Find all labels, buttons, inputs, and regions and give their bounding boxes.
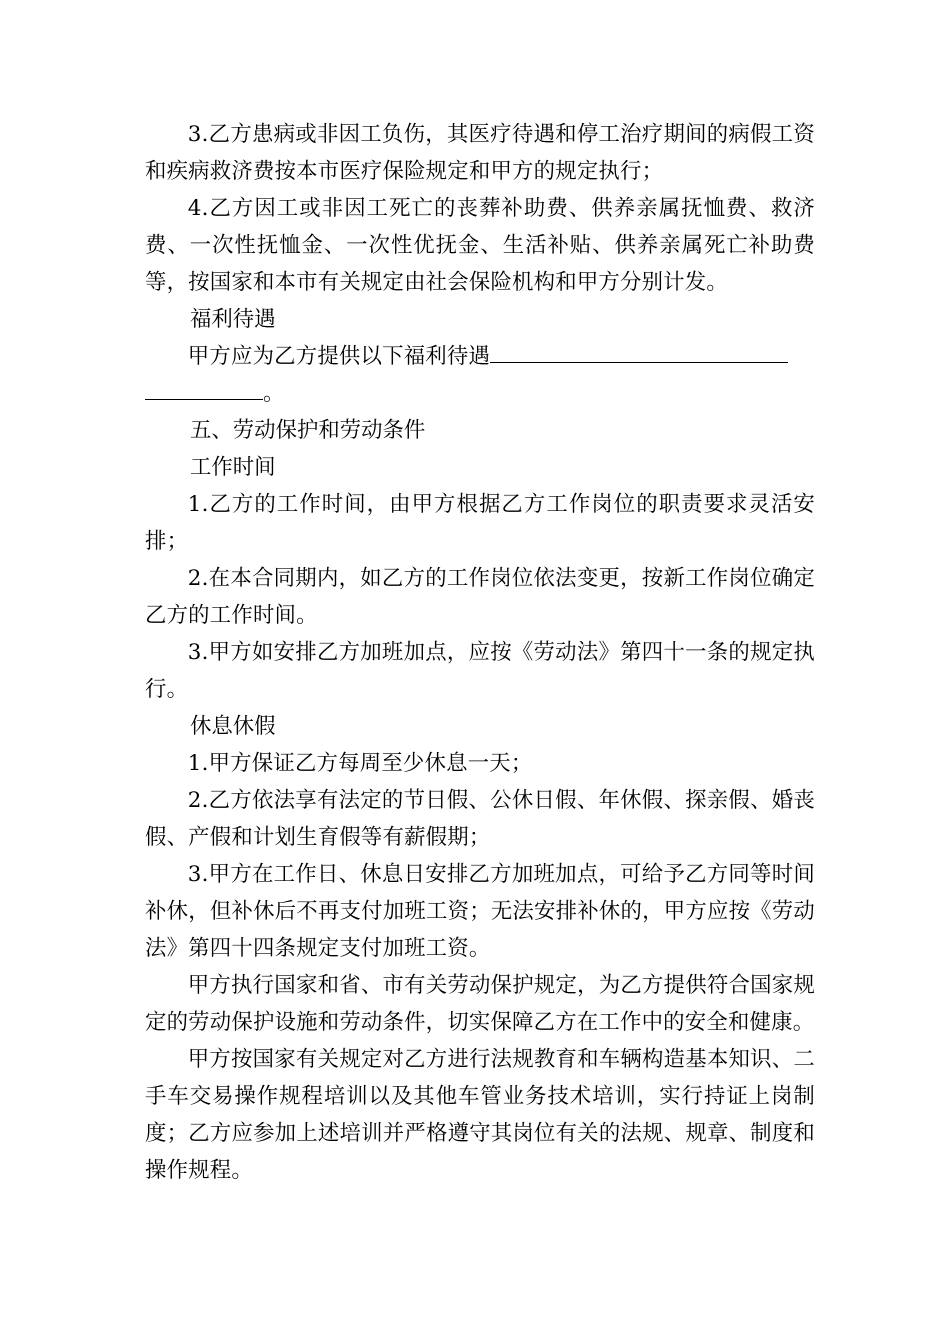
paragraph-rest-1: 1.甲方保证乙方每周至少休息一天； (187, 751, 533, 776)
paragraph-welfare-fill-cont (145, 375, 815, 412)
paragraph-worktime-2: 2.在本合同期内，如乙方的工作岗位依法变更，按新工作岗位确定乙方的工作时间。 (145, 566, 815, 628)
welfare-suffix: 。 (263, 381, 285, 406)
document-page (145, 116, 815, 1189)
heading-welfare: 福利待遇 (190, 307, 276, 332)
welfare-blank-line-2 (145, 377, 263, 400)
paragraph-worktime-3: 3.甲方如安排乙方加班加点，应按《劳动法》第四十一条的规定执行。 (145, 640, 815, 702)
paragraph-welfare-fill (145, 338, 815, 375)
paragraph-labor-protection: 甲方执行国家和省、市有关劳动保护规定，为乙方提供符合国家规定的劳动保护设施和劳动条件，切实保障乙方在工作中的安全和健康。 (145, 973, 815, 1035)
paragraph-rest-2: 2.乙方依法享有法定的节日假、公休日假、年休假、探亲假、婚丧假、产假和计划生育假等有薪假期； (145, 788, 815, 850)
heading-work-time: 工作时间 (190, 455, 276, 480)
paragraph-death-benefits: 4.乙方因工或非因工死亡的丧葬补助费、供养亲属抚恤费、救济费、一次性抚恤金、一次性优抚金、生活补贴、供养亲属死亡补助费等，按国家和本市有关规定由社会保险机构和甲方分别计发。 (145, 196, 815, 295)
paragraph-sick-leave: 3.乙方患病或非因工负伤，其医疗待遇和停工治疗期间的病假工资和疾病救济费按本市医疗保险规定和甲方的规定执行； (145, 122, 815, 184)
welfare-blank-line (490, 340, 788, 363)
heading-rest-leave: 休息休假 (190, 714, 276, 739)
paragraph-training: 甲方按国家有关规定对乙方进行法规教育和车辆构造基本知识、二手车交易操作规程培训以及其他车管业务技术培训，实行持证上岗制度；乙方应参加上述培训并严格遵守其岗位有关的法规、规章、制度和操作规程。 (145, 1047, 815, 1183)
paragraph-worktime-1: 1.乙方的工作时间，由甲方根据乙方工作岗位的职责要求灵活安排； (145, 492, 815, 554)
heading-section-5: 五、劳动保护和劳动条件 (190, 418, 426, 443)
paragraph-rest-3: 3.甲方在工作日、休息日安排乙方加班加点，可给予乙方同等时间补休，但补休后不再支付加班工资；无法安排补休的，甲方应按《劳动法》第四十四条规定支付加班工资。 (145, 862, 815, 961)
welfare-prefix: 甲方应为乙方提供以下福利待遇 (187, 344, 491, 369)
